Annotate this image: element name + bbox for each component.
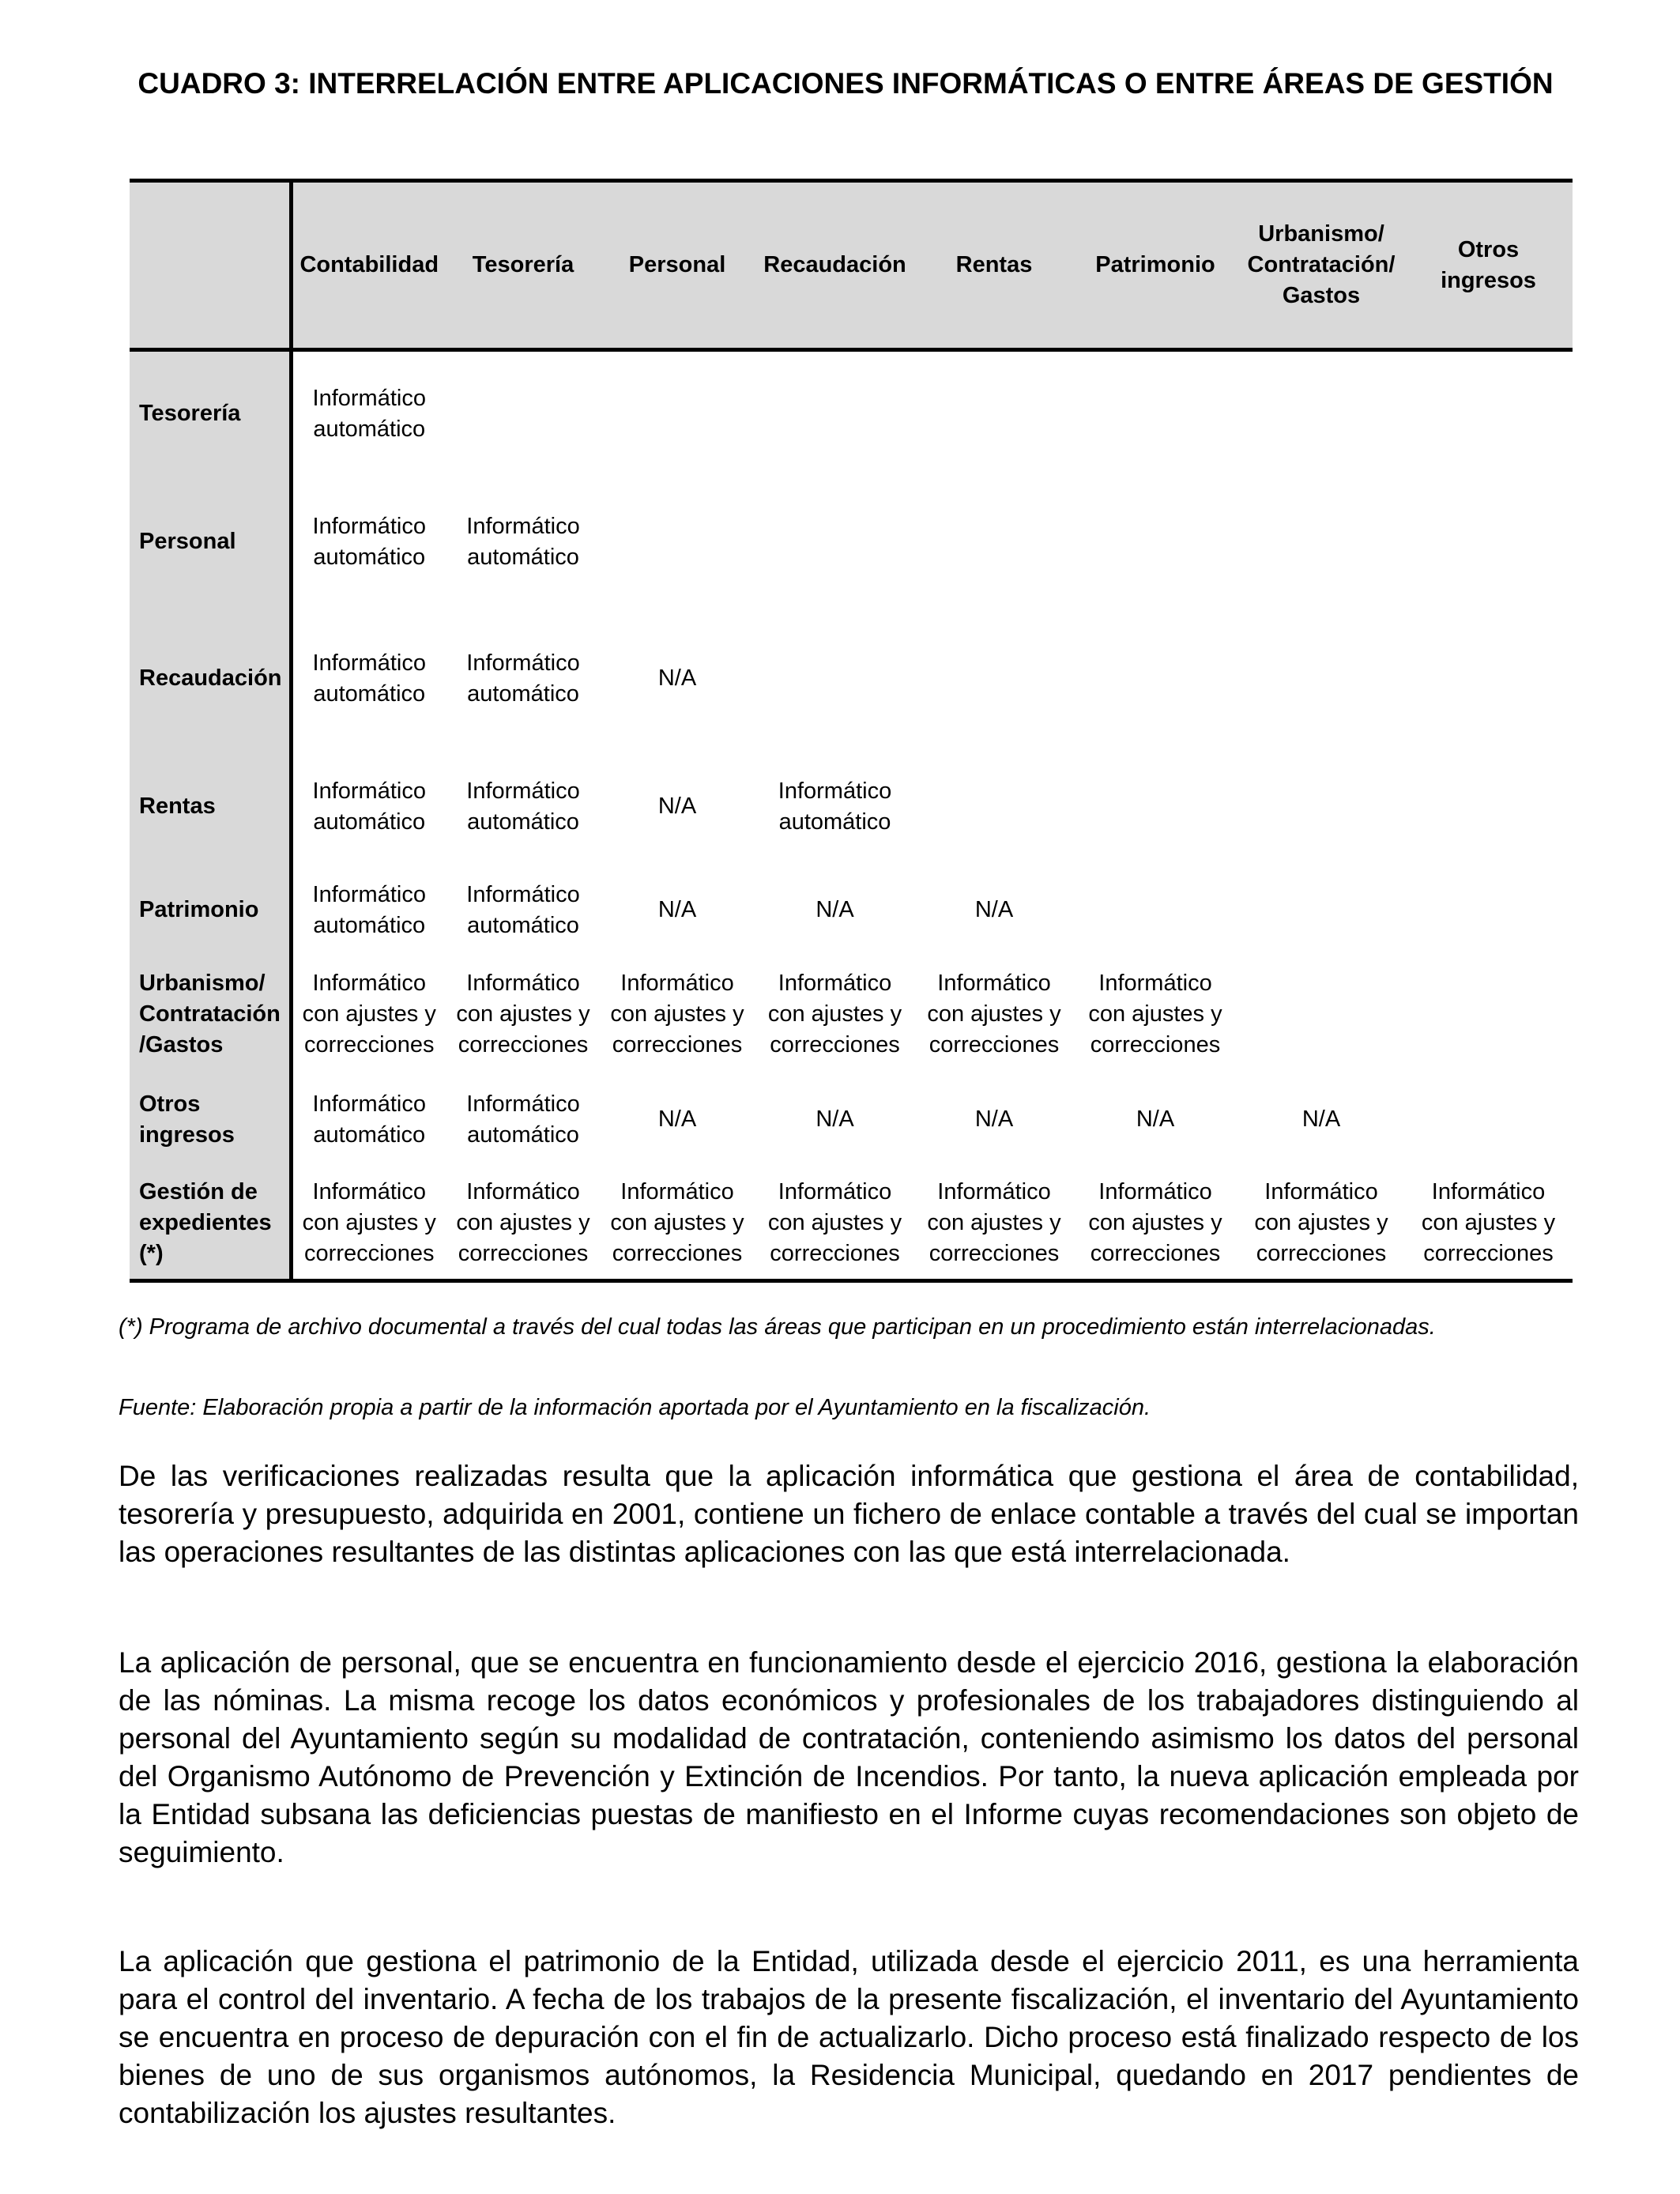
table-cell (916, 608, 1072, 750)
table-cell-value: Informático automático (312, 881, 426, 938)
table-cell (1404, 957, 1573, 1072)
table-cell-value: Informático con ajustes y correcciones (1254, 1178, 1388, 1266)
table-row (130, 1167, 1573, 1281)
table-cell (601, 864, 754, 957)
column-header-label: Recaudación (763, 252, 906, 277)
row-header-label: Urbanismo/ Contratación /Gastos (139, 971, 281, 1057)
table-cell (1404, 350, 1573, 477)
interrelation-table (130, 179, 1573, 1283)
table-cell-value: Informático automático (312, 385, 426, 442)
table-cell (754, 1167, 916, 1281)
table-cell-value: N/A (657, 665, 697, 691)
column-header (601, 181, 754, 350)
table-cell-value: Informático automático (312, 513, 426, 570)
table-cell (1238, 350, 1404, 477)
table-row (130, 477, 1573, 608)
table-cell (291, 350, 446, 477)
row-header (130, 477, 291, 608)
table-cell (601, 1072, 754, 1167)
table-cell-value: N/A (657, 794, 697, 819)
table-cell (916, 957, 1072, 1072)
table-cell (291, 1167, 446, 1281)
table-footnote: (*) Programa de archivo documental a través del cual todas las áreas que participan en un procedimiento están interrelacionadas. (119, 1314, 1436, 1340)
table-cell (754, 864, 916, 957)
table-cell-value: Informático con ajustes y correcciones (1421, 1178, 1556, 1266)
table-row (130, 350, 1573, 477)
table-cell (754, 350, 916, 477)
table-cell (1238, 608, 1404, 750)
table-cell-value: Informático automático (466, 1091, 580, 1148)
table-cell-value: N/A (657, 897, 697, 922)
table-cell (291, 750, 446, 864)
table-cell-value: Informático con ajustes y correcciones (302, 971, 436, 1057)
table-cell (1238, 957, 1404, 1072)
table-cell (916, 1167, 1072, 1281)
table-cell (754, 608, 916, 750)
table-cell (1238, 1167, 1404, 1281)
table-cell-value: Informático con ajustes y correcciones (610, 1178, 744, 1266)
table-cell (1404, 864, 1573, 957)
table-cell (446, 477, 601, 608)
column-header-label: Personal (628, 252, 726, 277)
column-header-label: Urbanismo/ Contratación/ Gastos (1247, 221, 1396, 308)
row-header-label: Tesorería (139, 401, 241, 427)
table-cell-value: N/A (1301, 1106, 1341, 1132)
row-header (130, 1072, 291, 1167)
table-cell-value: Informático automático (312, 1091, 426, 1148)
table-cell (291, 864, 446, 957)
table-cell-value: N/A (974, 1106, 1014, 1132)
table-cell-value: Informático con ajustes y correcciones (767, 971, 902, 1057)
column-header-label: Rentas (955, 252, 1033, 277)
table-cell-value: N/A (974, 897, 1014, 922)
row-header-label: Patrimonio (139, 897, 259, 922)
table-cell (446, 750, 601, 864)
table-title: CUADRO 3: INTERRELACIÓN ENTRE APLICACIONES INFORMÁTICAS O ENTRE ÁREAS DE GESTIÓN (137, 67, 1554, 100)
table-cell (291, 957, 446, 1072)
table-cell-value: N/A (816, 1106, 854, 1132)
column-header-label: Contabilidad (299, 252, 439, 277)
row-header (130, 957, 291, 1072)
table-cell (1404, 1167, 1573, 1281)
column-header (1072, 181, 1238, 350)
table-cell (446, 608, 601, 750)
row-header (130, 350, 291, 477)
column-header (446, 181, 601, 350)
table-row (130, 608, 1573, 750)
row-header-label: Recaudación (139, 665, 282, 691)
table-cell (1072, 608, 1238, 750)
table-cell (291, 1072, 446, 1167)
table-cell (1072, 1072, 1238, 1167)
table-cell-value: N/A (816, 897, 854, 922)
corner-cell (130, 181, 291, 350)
table-cell (446, 1072, 601, 1167)
row-header (130, 750, 291, 864)
table-cell-value: N/A (657, 1106, 697, 1132)
table-cell (291, 608, 446, 750)
table-cell (916, 1072, 1072, 1167)
table-cell (1072, 750, 1238, 864)
table-cell (446, 350, 601, 477)
body-paragraph: De las verificaciones realizadas resulta que la aplicación informática que gestiona el área de contabilidad, tesorería y presupuesto, adquirida en 2001, contiene un fichero de enlace contable a través del cual se importan las operaciones resultantes de las distintas aplicaciones con las que está interrelacionada. (119, 1460, 1579, 1568)
table-cell (446, 1167, 601, 1281)
table-cell-value: Informático con ajustes y correcciones (927, 1178, 1061, 1266)
table-cell (601, 350, 754, 477)
table-cell-value: Informático con ajustes y correcciones (927, 971, 1061, 1057)
table-cell (754, 957, 916, 1072)
column-header (754, 181, 916, 350)
column-header (916, 181, 1072, 350)
table-source: Fuente: Elaboración propia a partir de la información aportada por el Ayuntamiento en la fiscalización. (119, 1395, 1151, 1420)
table-row (130, 750, 1573, 864)
table-cell (291, 477, 446, 608)
row-header (130, 608, 291, 750)
table-cell (1238, 1072, 1404, 1167)
row-header-label: Gestión de expedientes (*) (139, 1178, 272, 1266)
table-cell (1404, 608, 1573, 750)
table-cell (1238, 477, 1404, 608)
table-cell-value: Informático con ajustes y correcciones (1088, 971, 1222, 1057)
table-cell-value: Informático automático (466, 650, 580, 707)
column-header (1238, 181, 1404, 350)
table-cell (1072, 477, 1238, 608)
table-cell-value: Informático con ajustes y correcciones (302, 1178, 436, 1266)
table-cell (446, 864, 601, 957)
row-header (130, 864, 291, 957)
table-cell-value: Informático con ajustes y correcciones (456, 971, 590, 1057)
table-body (130, 350, 1573, 1281)
table-cell (446, 957, 601, 1072)
table-cell-value: Informático con ajustes y correcciones (610, 971, 744, 1057)
column-header-label: Patrimonio (1095, 252, 1215, 277)
table-cell (754, 477, 916, 608)
table-cell-value: Informático automático (466, 778, 580, 835)
column-header-label: Otros ingresos (1441, 236, 1536, 293)
table-cell (1238, 864, 1404, 957)
header-row (130, 181, 1573, 350)
column-header-label: Tesorería (472, 252, 574, 277)
table-cell (1072, 864, 1238, 957)
table-cell-value: Informático con ajustes y correcciones (767, 1178, 902, 1266)
table-row (130, 1072, 1573, 1167)
row-header-label: Personal (139, 529, 236, 554)
table-cell (601, 750, 754, 864)
table-cell (601, 1167, 754, 1281)
table-cell (916, 750, 1072, 864)
table-row (130, 957, 1573, 1072)
table-cell (1404, 477, 1573, 608)
table-cell-value: Informático con ajustes y correcciones (1088, 1178, 1222, 1266)
table-cell (754, 1072, 916, 1167)
table-cell (601, 957, 754, 1072)
table-cell-value: Informático automático (466, 513, 580, 570)
table-cell (754, 750, 916, 864)
table-cell (1072, 957, 1238, 1072)
table-cell (916, 477, 1072, 608)
column-header (1404, 181, 1573, 350)
table-cell-value: Informático automático (466, 881, 580, 938)
body-paragraph: La aplicación de personal, que se encuentra en funcionamiento desde el ejercicio 2016, gestiona la elaboración de las nóminas. La misma recoge los datos económicos y profesionales de los trabajadores distinguiendo al personal del Ayuntamiento según su modalidad de contratación, conteniendo asimismo los datos del personal del Organismo Autónomo de Prevención y Extinción de Incendios. Por tanto, la nueva aplicación empleada por la Entidad subsana las deficiencias puestas de manifiesto en el Informe cuyas recomendaciones son objeto de seguimiento. (119, 1646, 1579, 1868)
table-cell (1404, 750, 1573, 864)
body-paragraph: La aplicación que gestiona el patrimonio de la Entidad, utilizada desde el ejercicio 2011, es una herramienta para el control del inventario. A fecha de los trabajos de la presente fiscalización, el inventario del Ayuntamiento se encuentra en proceso de depuración con el fin de actualizarlo. Dicho proceso está finalizado respecto de los bienes de uno de sus organismos autónomos, la Residencia Municipal, quedando en 2017 pendientes de contabilización los ajustes resultantes. (119, 1945, 1579, 2129)
table-row (130, 864, 1573, 957)
table-cell-value: N/A (1136, 1106, 1175, 1132)
table-cell (1072, 1167, 1238, 1281)
column-header (291, 181, 446, 350)
table-cell-value: Informático automático (312, 650, 426, 707)
table-cell (916, 864, 1072, 957)
table-cell (1238, 750, 1404, 864)
row-header (130, 1167, 291, 1281)
table-cell (916, 350, 1072, 477)
table-cell-value: Informático con ajustes y correcciones (456, 1178, 590, 1266)
table-cell (1404, 1072, 1573, 1167)
row-header-label: Rentas (139, 794, 216, 819)
table-cell (1072, 350, 1238, 477)
table-cell-value: Informático automático (778, 778, 892, 835)
table-cell (601, 608, 754, 750)
table-cell-value: Informático automático (312, 778, 426, 835)
table-cell (601, 477, 754, 608)
row-header-label: Otros ingresos (139, 1091, 235, 1148)
